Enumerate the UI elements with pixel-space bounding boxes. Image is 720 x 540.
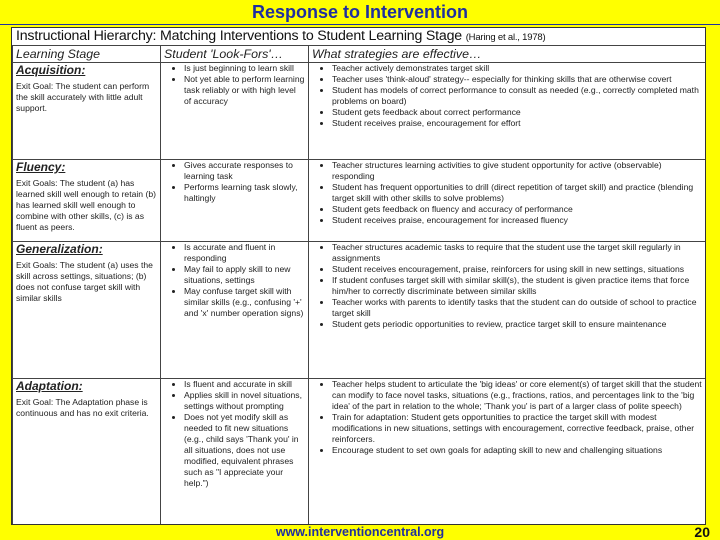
strategies-cell <box>309 160 706 242</box>
title-divider <box>0 24 720 25</box>
stage-cell <box>13 242 161 379</box>
list-item: • Student has frequent opportunities to drill (direct repetition of target skill) and practice (blending target skill with other skills to solve problems) <box>332 182 702 204</box>
footer-url[interactable]: www.interventioncentral.org <box>275 525 445 539</box>
stage-goal: Exit Goals: The student (a) has learned skill well enough to retain (b) has learned skill well enough to combine with other skills, (c) is as fluent as peers. <box>16 178 156 232</box>
list-item: • Teacher structures learning activities to give student opportunity for active (observable) responding <box>332 160 702 182</box>
list-item: • Is just beginning to learn skill <box>184 63 305 74</box>
list-item: • May confuse target skill with similar skills (e.g., confusing '+' and 'x' number operation signs) <box>184 286 305 319</box>
strategies-cell <box>309 63 706 160</box>
strategies-cell <box>309 242 706 379</box>
stage-cell <box>13 379 161 526</box>
list-item: • Applies skill in novel situations, settings without prompting <box>184 390 305 412</box>
list-item: • If student confuses target skill with similar skill(s), the student is given practice items that force him/her to correctly discriminate between similar skills <box>332 275 702 297</box>
list-item: • Student receives praise, encouragement for increased fluency <box>332 215 702 226</box>
list-item: • Train for adaptation: Student gets opportunities to practice the target skill with modest modifications in new situations, settings with encouragement, corrective feedback, praise, other reinforcers. <box>332 412 702 445</box>
stage-goal: Exit Goals: The student (a) uses the skill across settings, situations; (b) does not confuse target skill with similar skills <box>16 260 153 303</box>
document-citation: (Haring et al., 1978) <box>465 32 546 43</box>
stage-goal: Exit Goal: The student can perform the skill accurately with little adult support. <box>16 81 150 113</box>
stage-name: Generalization: <box>16 242 103 256</box>
list-item: • Student receives praise, encouragement for effort <box>332 118 702 129</box>
page-number: 20 <box>694 524 710 540</box>
list-item: • Teacher uses 'think-aloud' strategy-- especially for thinking skills that are otherwise covert <box>332 74 702 85</box>
list-item: • Is accurate and fluent in responding <box>184 242 305 264</box>
instructional-hierarchy-table <box>12 45 706 525</box>
slide-title: Response to Intervention <box>251 2 469 22</box>
list-item: • Student gets periodic opportunities to review, practice target skill to ensure maintenance <box>332 319 702 330</box>
list-item: • Student gets feedback about correct performance <box>332 107 702 118</box>
list-item: • Performs learning task slowly, haltingly <box>184 182 305 204</box>
stage-goal: Exit Goal: The Adaptation phase is continuous and has no exit criteria. <box>16 397 149 418</box>
header-look-fors: Student 'Look-Fors'… <box>161 46 309 63</box>
header-learning-stage: Learning Stage <box>13 46 161 63</box>
look-fors-cell <box>161 160 309 242</box>
stage-name: Acquisition: <box>16 63 86 77</box>
list-item: • Student gets feedback on fluency and accuracy of performance <box>332 204 702 215</box>
list-item: • Teacher helps student to articulate the 'big ideas' or core element(s) of target skill that the student can modify to face novel tasks, situations (e.g., fractions, ratios, and percentages link to the 'big idea' of the part in relation to the whole; 'Thank you' is part of a larger class of polite speech) <box>332 379 702 412</box>
list-item: • May fail to apply skill to new situations, settings <box>184 264 305 286</box>
header-strategies: What strategies are effective… <box>309 46 706 63</box>
list-item: • Does not yet modify skill as needed to fit new situations (e.g., child says 'Thank you' in all situations, does not use modified, equivalent phrases such as "I appreciate your help.") <box>184 412 305 489</box>
document-title-text: Instructional Hierarchy: Matching Interventions to Student Learning Stage <box>16 28 462 44</box>
look-fors-cell <box>161 379 309 526</box>
list-item: • Teacher structures academic tasks to require that the student use the target skill regularly in assignments <box>332 242 702 264</box>
strategies-cell <box>309 379 706 526</box>
table-row <box>13 63 706 160</box>
list-item: • Student receives encouragement, praise, reinforcers for using skill in new settings, situations <box>332 264 702 275</box>
list-item: • Gives accurate responses to learning task <box>184 160 305 182</box>
list-item: • Is fluent and accurate in skill <box>184 379 305 390</box>
stage-name: Adaptation: <box>16 379 83 393</box>
look-fors-cell <box>161 63 309 160</box>
look-fors-cell <box>161 242 309 379</box>
document-panel <box>11 27 706 525</box>
list-item: • Encourage student to set own goals for adapting skill to new and challenging situations <box>332 445 702 456</box>
table-header-row <box>13 46 706 63</box>
table-row <box>13 242 706 379</box>
list-item: • Teacher works with parents to identify tasks that the student can do outside of school to practice target skill <box>332 297 702 319</box>
table-row <box>13 160 706 242</box>
stage-cell <box>13 160 161 242</box>
stage-cell <box>13 63 161 160</box>
list-item: • Teacher actively demonstrates target skill <box>332 63 702 74</box>
list-item: • Student has models of correct performance to consult as needed (e.g., correctly completed math problems on board) <box>332 85 702 107</box>
list-item: • Not yet able to perform learning task reliably or with high level of accuracy <box>184 74 305 107</box>
document-title <box>16 28 545 44</box>
stage-name: Fluency: <box>16 160 66 174</box>
table-row <box>13 379 706 526</box>
